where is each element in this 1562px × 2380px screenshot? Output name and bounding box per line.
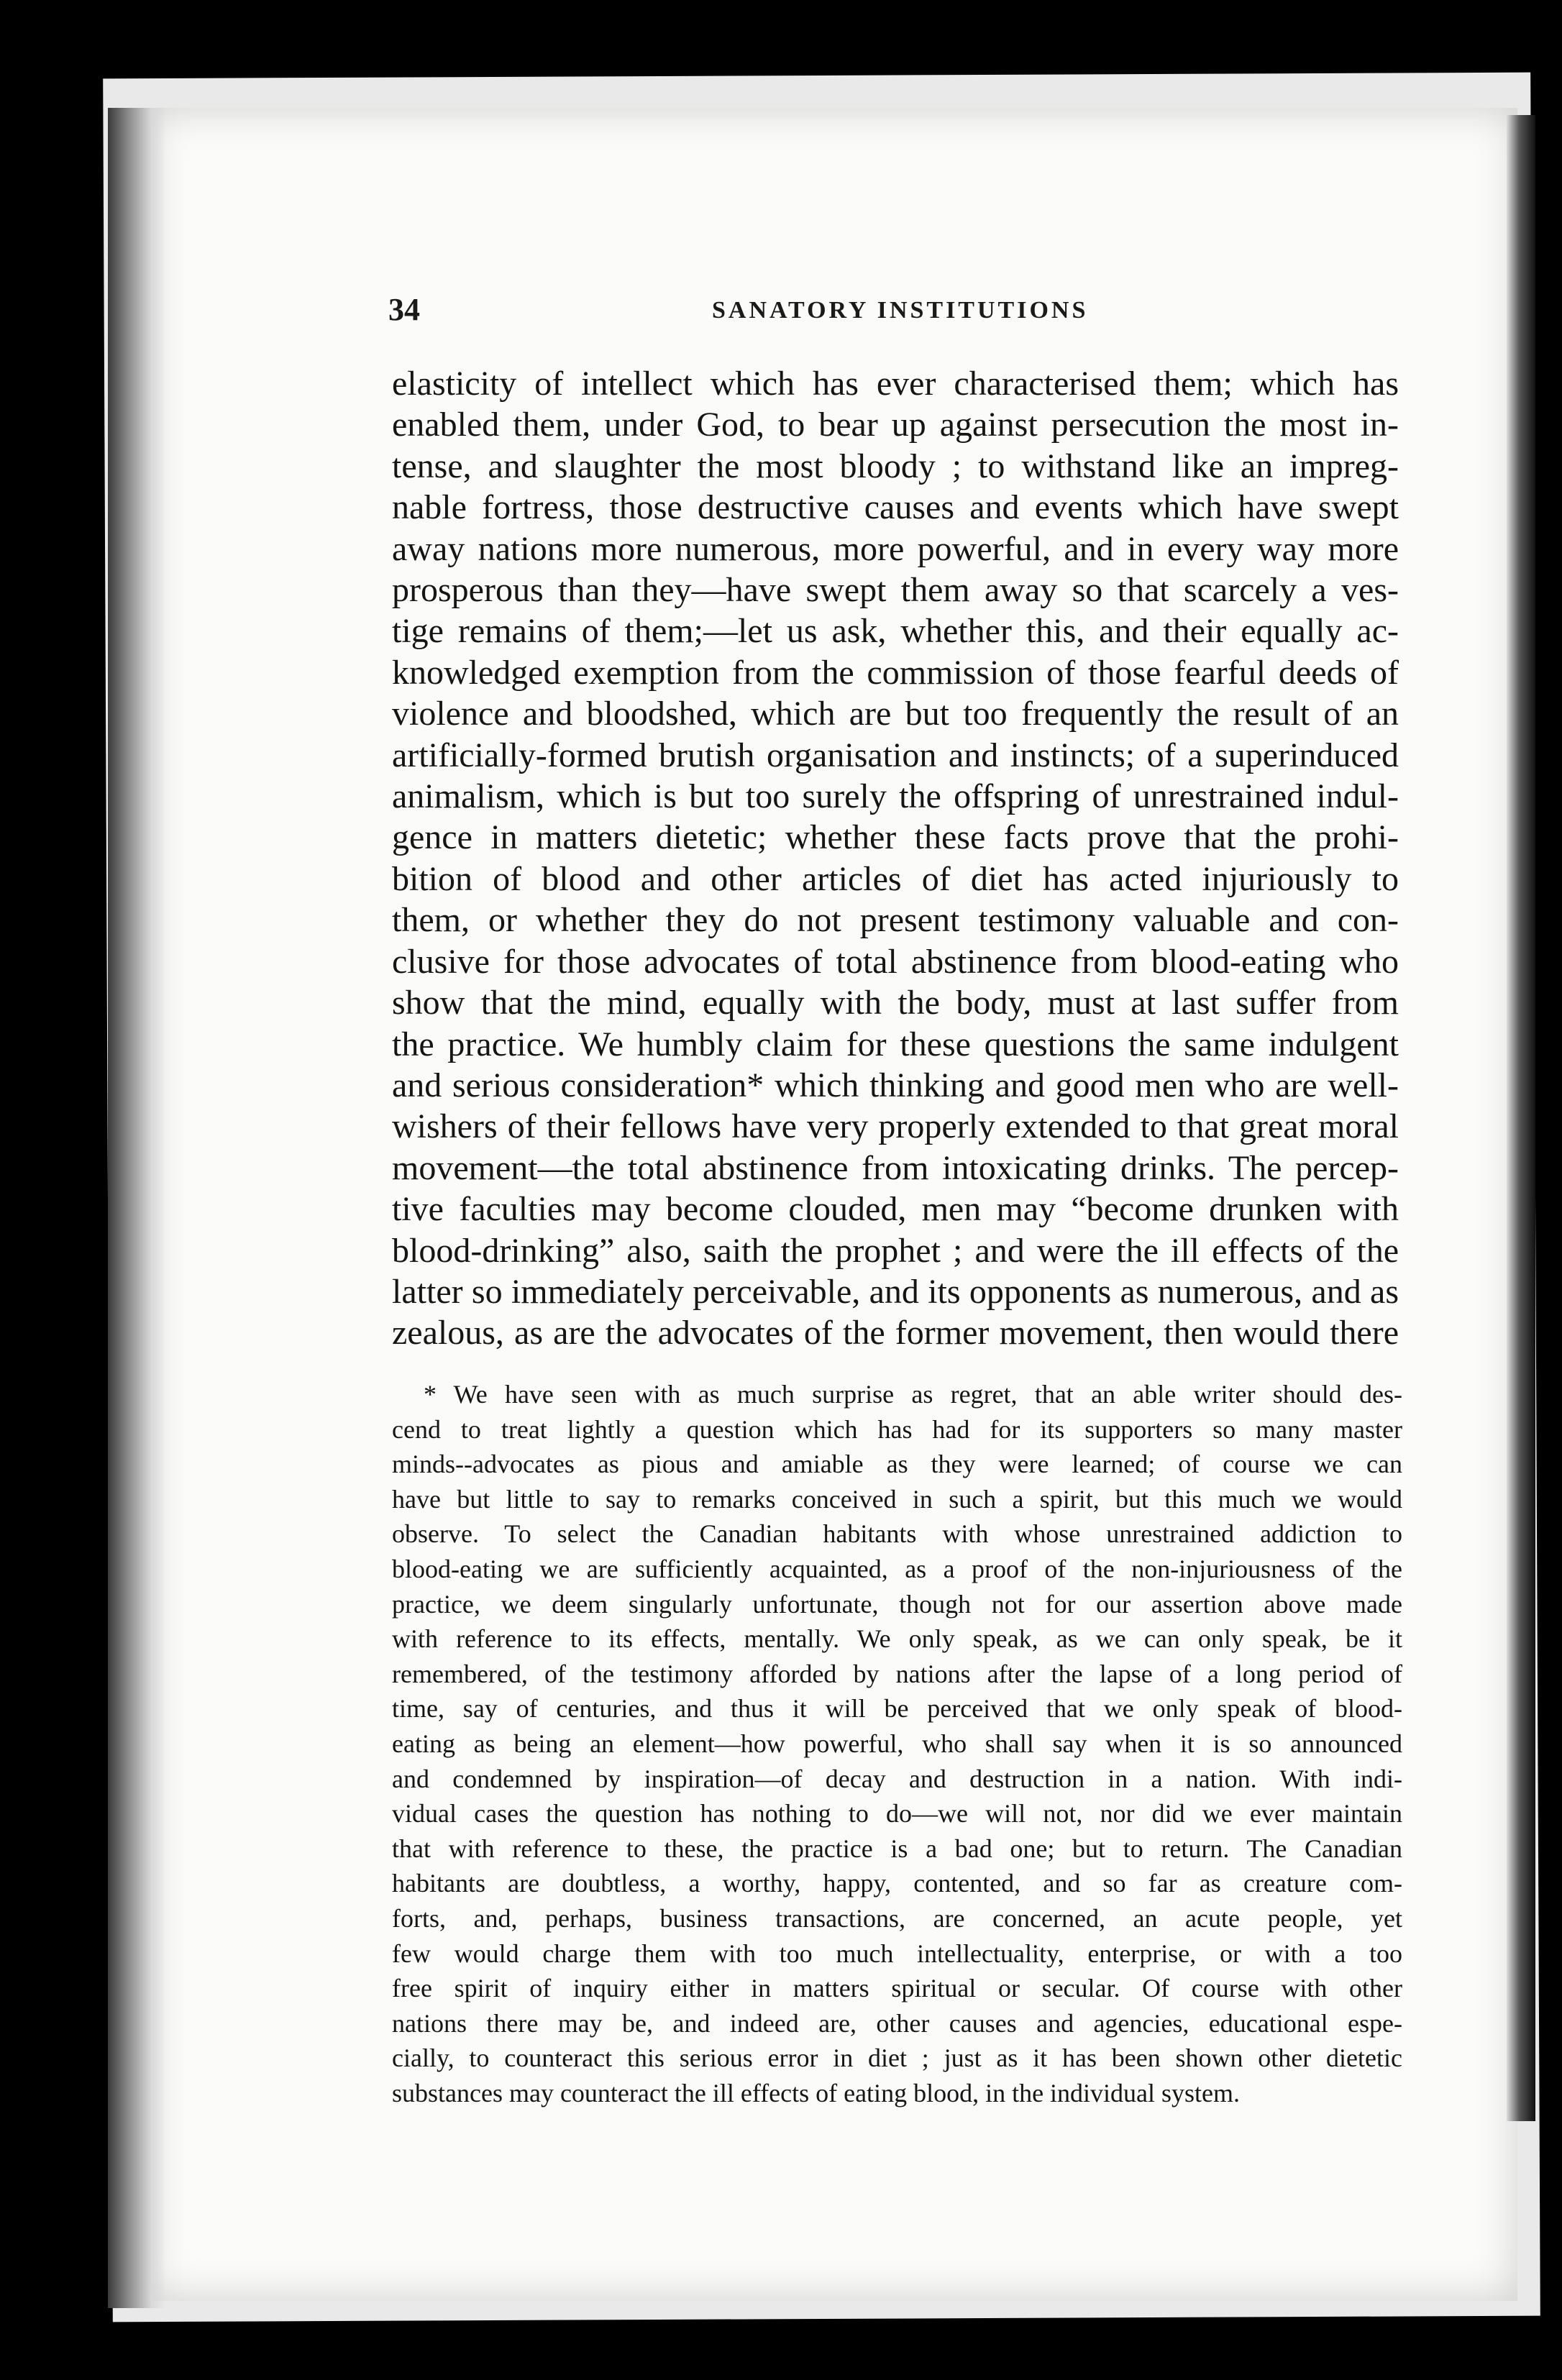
page-header bbox=[388, 291, 1395, 334]
body-line: tense, and slaughter the most bloody ; to withstand like an impreg- bbox=[392, 447, 1399, 485]
footnote-line: minds--advocates as pious and amiable as they were learned; of course we can bbox=[392, 1450, 1402, 1479]
footnote bbox=[392, 1377, 1402, 2110]
running-head: SANATORY INSTITUTIONS bbox=[712, 297, 1089, 324]
body-line: and serious consideration* which thinking and good men who are well- bbox=[392, 1066, 1399, 1104]
footnote-line: with reference to its effects, mentally. We only speak, as we can only speak, be it bbox=[392, 1624, 1402, 1654]
footnote-line: and condemned by inspiration—of decay and destruction in a nation. With indi- bbox=[392, 1764, 1402, 1793]
footnote-line: free spirit of inquiry either in matters spiritual or secular. Of course with other bbox=[392, 1974, 1402, 2003]
body-line: elasticity of intellect which has ever characterised them; which has bbox=[392, 365, 1399, 403]
right-page-edge bbox=[1507, 115, 1535, 2121]
body-line: movement—the total abstinence from intoxicating drinks. The percep- bbox=[392, 1148, 1399, 1187]
footnote-line: that with reference to these, the practice is a bad one; but to return. The Canadian bbox=[392, 1834, 1402, 1863]
spine-shadow bbox=[108, 108, 165, 2308]
body-line: gence in matters dietetic; whether these facts prove that the prohi- bbox=[392, 818, 1399, 857]
body-line: zealous, as are the advocates of the former movement, then would there bbox=[392, 1314, 1399, 1353]
body-line: clusive for those advocates of total abstinence from blood-eating who bbox=[392, 942, 1399, 981]
body-line: nable fortress, those destructive causes and events which have swept bbox=[392, 488, 1399, 527]
body-line: violence and bloodshed, which are but too frequently the result of an bbox=[392, 695, 1399, 733]
footnote-line: observe. To select the Canadian habitants with whose unrestrained addiction to bbox=[392, 1519, 1402, 1549]
footnote-line: forts, and, perhaps, business transactions, are concerned, an acute people, yet bbox=[392, 1903, 1402, 1933]
body-line: enabled them, under God, to bear up against persecution the most in- bbox=[392, 406, 1399, 444]
footnote-line: * We have seen with as much surprise as regret, that an able writer should des- bbox=[424, 1380, 1402, 1409]
footnote-line: cially, to counteract this serious error in diet ; just as it has been shown other dietetic bbox=[392, 2043, 1402, 2073]
body-line: away nations more numerous, more powerful, and in every way more bbox=[392, 529, 1399, 568]
body-line: latter so immediately perceivable, and its opponents as numerous, and as bbox=[392, 1272, 1399, 1311]
footnote-line: eating as being an element—how powerful, who shall say when it is so announced bbox=[392, 1729, 1402, 1758]
footnote-line: cend to treat lightly a question which has had for its supporters so many master bbox=[392, 1414, 1402, 1444]
body-line: them, or whether they do not present testimony valuable and con- bbox=[392, 901, 1399, 940]
footnote-line: few would charge them with too much intellectuality, enterprise, or with a too bbox=[392, 1939, 1402, 1968]
body-line: animalism, which is but too surely the offspring of unrestrained indul- bbox=[392, 777, 1399, 816]
body-line: prosperous than they—have swept them away so that scarcely a ves- bbox=[392, 571, 1399, 610]
body-line: show that the mind, equally with the body, must at last suffer from bbox=[392, 984, 1399, 1022]
body-line: blood-drinking” also, saith the prophet ; and were the ill effects of the bbox=[392, 1231, 1399, 1270]
footnote-line: time, say of centuries, and thus it will be perceived that we only speak of blood- bbox=[392, 1694, 1402, 1724]
page-number: 34 bbox=[388, 292, 420, 327]
body-line: the practice. We humbly claim for these questions the same indulgent bbox=[392, 1025, 1399, 1063]
footnote-line: vidual cases the question has nothing to do—we will not, nor did we ever maintain bbox=[392, 1799, 1402, 1829]
footnote-line: practice, we deem singularly unfortunate, though not for our assertion above made bbox=[392, 1589, 1402, 1619]
body-line: bition of blood and other articles of diet has acted injuriously to bbox=[392, 859, 1399, 898]
footnote-line: have but little to say to remarks conceived in such a spirit, but this much we would bbox=[392, 1484, 1402, 1514]
footnote-line: blood-eating we are sufficiently acquainted, as a proof of the non-injuriousness of the bbox=[392, 1554, 1402, 1583]
footnote-line: nations there may be, and indeed are, other causes and agencies, educational espe- bbox=[392, 2008, 1402, 2038]
body-line: tige remains of them;—let us ask, whether this, and their equally ac- bbox=[392, 612, 1399, 651]
footnote-line: substances may counteract the ill effects of eating blood, in the individual system. bbox=[392, 2078, 1241, 2107]
body-line: tive faculties may become clouded, men may “become drunken with bbox=[392, 1190, 1399, 1229]
body-text bbox=[392, 363, 1399, 1354]
body-line: wishers of their fellows have very properly extended to that great moral bbox=[392, 1107, 1399, 1146]
footnote-line: remembered, of the testimony afforded by nations after the lapse of a long period of bbox=[392, 1659, 1402, 1688]
footnote-line: habitants are doubtless, a worthy, happy, contented, and so far as creature com- bbox=[392, 1869, 1402, 1898]
body-line: artificially-formed brutish organisation and instincts; of a superinduced bbox=[392, 736, 1399, 774]
body-line: knowledged exemption from the commission of those fearful deeds of bbox=[392, 653, 1399, 692]
